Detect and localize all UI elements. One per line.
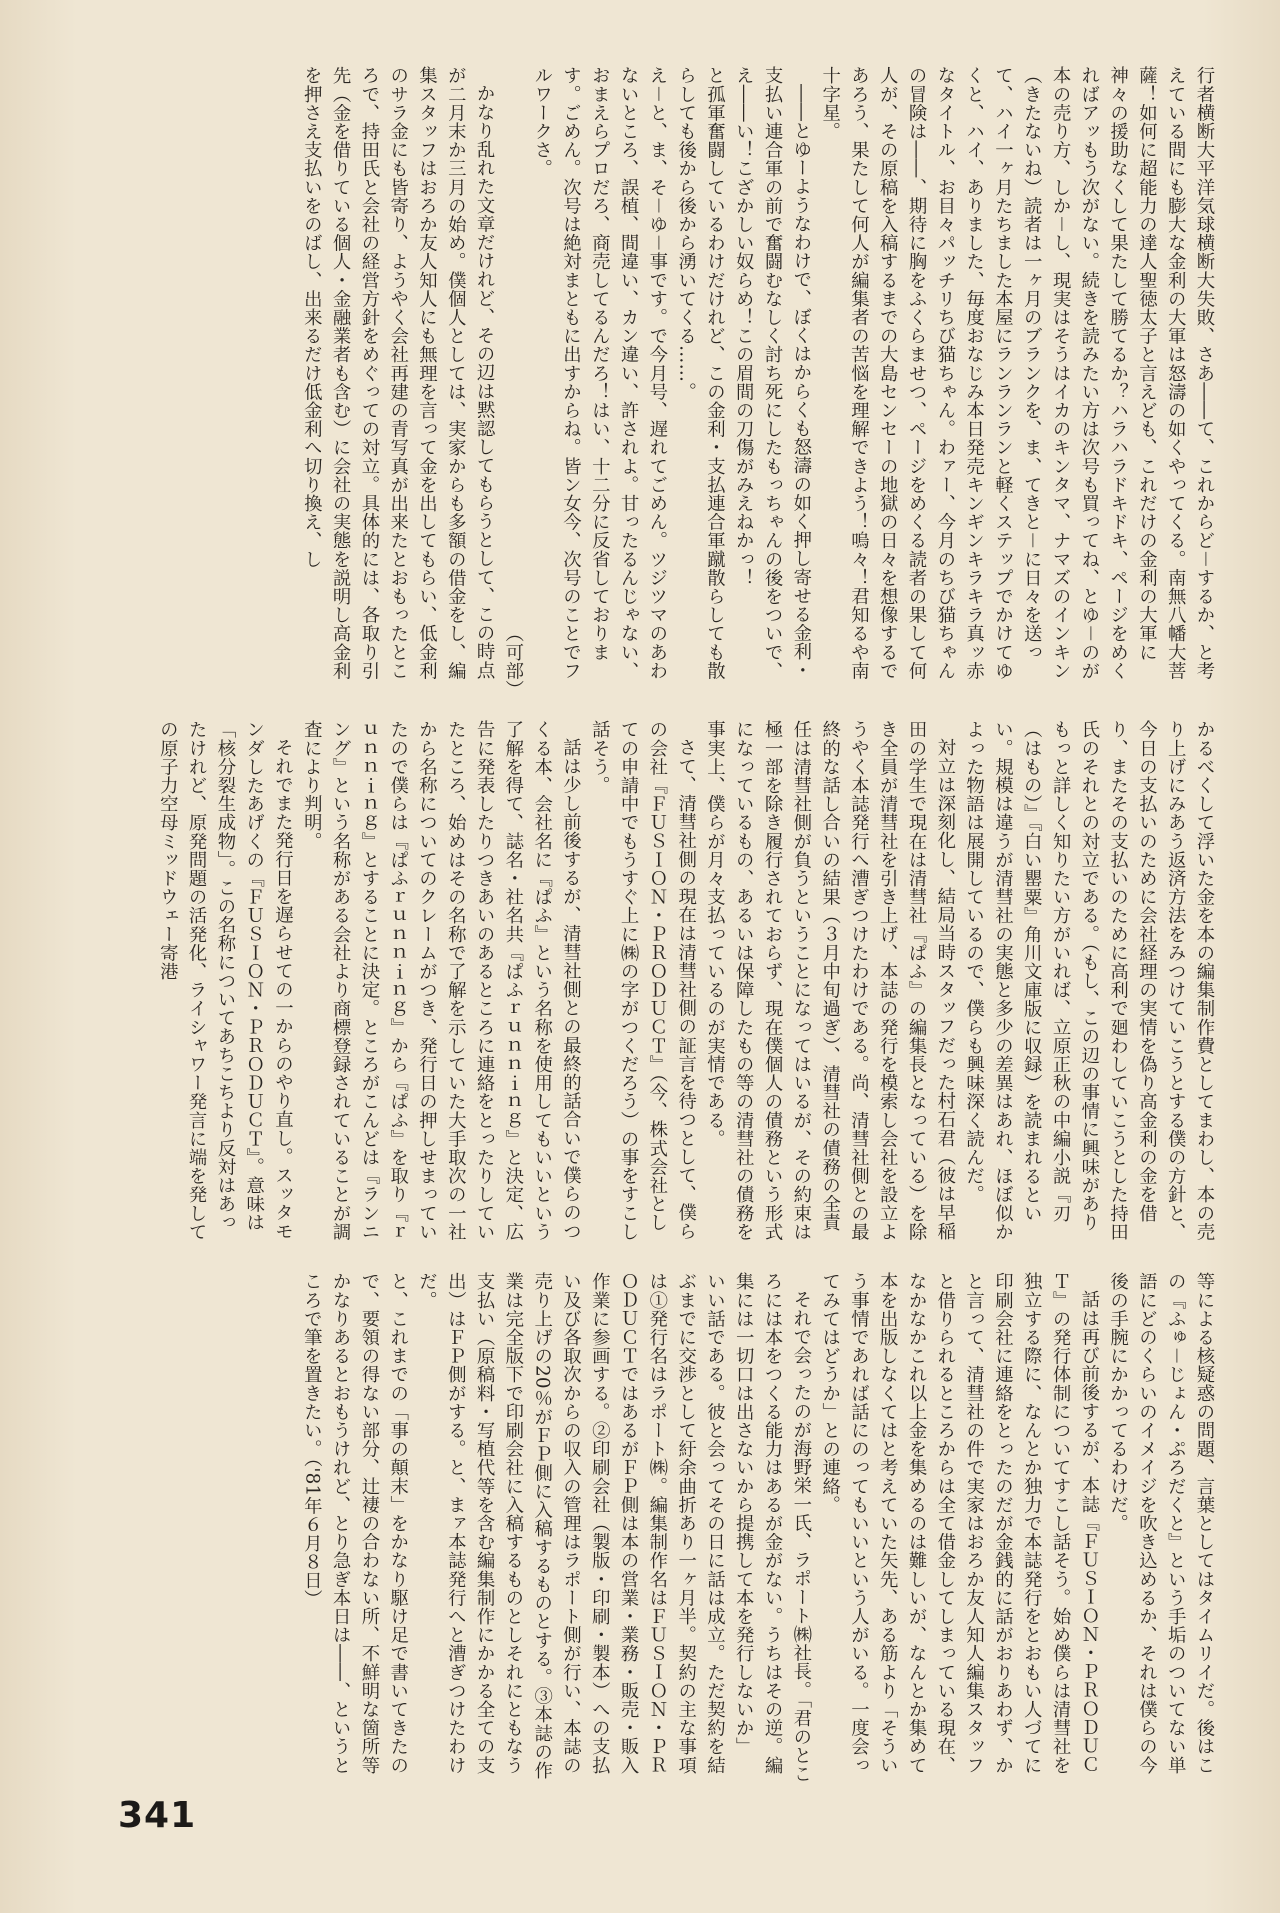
text-block-top	[58, 66, 1218, 698]
paragraph: 行者横断大平洋気球横断大失敗、さあ――て、これからど－するか、と考えている間にも膨大な金利の大軍は怒濤の如くやってくる。南無八幡大菩薩！如何に超能力の達人聖徳太子と言えども、これだけの金利の大軍に神々の援助なくして果たして勝てるか？ハラハラドキドキ、ページをめくればアッもう次がない。続きを読みたい方は次号も買ってね、とゆ－のが本の売り方、しか－し、現実はそうはイカのキンタマ、ナマズのインキン（きたないね）読者は一ヶ月のブランクを、ま、てきと－に日々を送って、ハイ一ヶ月たちました本屋にランランランと軽くステップでかけてゆくと、ハイ、ありました、毎度おなじみ本日発売キンギンキラキラ真ッ赤なタイトル、お目々パッチリちび猫ちゃん。わァー、今月のちび猫ちゃんの冒険は――、期待に胸をふくらませつ、ページをめくる読者の果して何人が、その原稿を入稿するまでの大島センセーの地獄の日々を想像するであろう、果たして何人が編集者の苦悩を理解できよう！嗚々！君知るや南十字星。	[819, 66, 1215, 680]
paragraph: ――とゆーようなわけで、ぼくはからくも怒濤の如く押し寄せる金利・支払い連合軍の前で奮闘むなしく討ち死にしたもっちゃんの後をついで、え――い！こざかしい奴らめ！この眉間の刀傷がみえねかっ！	[733, 66, 812, 680]
paragraph: え－と、ま、そ－ゆ－事です。で今月号、遅れてごめん。ツジツマのあわないところ、誤植、間違い、カン違い、許されよ。甘ったるんじゃない、おまえらプロだろ、商売してるんだろ！はい、十二分に反省しております。ごめん。次号は絶対まともに出すからね。皆ン女今、次号のことでフルワークさ。	[531, 66, 668, 680]
paragraph: と、これまでの「事の顛末」をかなり駆け足で書いてきたので、要領の得ない部分、辻褄の合わない所、不鮮明な箇所等かなりあるとおもうけれど、とり急ぎ本日は――、というところで筆を置きたい。（'81年６月８日）	[301, 1272, 409, 1775]
text-block-middle	[58, 720, 1218, 1250]
paragraph: 対立は深刻化し、結局当時スタッフだった村石君（彼は早稲田の学生で現在は清彗社『ぱふ』の編集長となっている）を除き全員が清彗社を引き上げ、本誌の発行を模索し会社を設立ようやく本誌発行へ漕ぎつけたわけである。尚、清彗社側との最終的な話し合いの結果（３月中旬過ぎ）、清彗社の債務の全責任は清彗社側が負うということになってはいるが、その約束は極一部を除き履行されておらず、現在僕個人の債務という形式になっているもの、あるいは保障したもの等の清彗社の債務を事実上、僕らが月々支払っているのが実情である。	[704, 720, 956, 1241]
page-number: 341	[118, 1795, 197, 1836]
paragraph: 等による核疑惑の問題、言葉としてはタイムリイだ。後はこの『ふゅ－じょん・ぷろだくと』という手垢のついてない単語にどのくらいのイメイジを吹き込めるか、それは僕らの今後の手腕にかかってるわけだ。	[1107, 1272, 1215, 1775]
paragraph: と孤軍奮闘しているわけだけれど、この金利・支払連合軍蹴散らしても散らしても後から後から湧いてくる……。	[675, 66, 726, 680]
paragraph: それでまた発行日を遅らせての一からのやり直し。スッタモンダしたあげくの『ＦＵＳＩＯＮ・ＰＲＯＤＵＣＴ』。意味は「核分裂生成物」。この名称についてあちこちより反対はあったけれど、原発問題の活発化、ライシャワー発言に端を発しての原子力空母ミッドウェー寄港	[157, 720, 294, 1241]
paragraph: 話は再び前後するが、本誌『ＦＵＳＩＯＮ・ＰＲＯＤＵＣＴ』の発行体制についてすこし話そう。始め僕らは清彗社を独立する際に、なんとか独力で本誌発行をとおもい人づてに印刷会社に連絡をとったのだが金銭的に話がおりあわず、かと言って、清彗社の件で実家はおろか友人知人編集スタッフと借りられるところからは全て借金してしまっている現在、なかなかこれ以上金を集めるのは難しいが、なんとか集めて本を出版しなくてはと考えていた矢先、ある筋より「そういう事情であれば話にのってもいいという人がいる。一度会ってみてはどうか」との連絡。	[819, 1272, 1100, 1775]
paragraph: それで会ったのが海野栄一氏、ラポート㈱社長。「君のところには本をつくる能力はあるが金がない。うちはその逆。編集には一切口は出さないから提携して本を発行しないか」	[733, 1272, 812, 1784]
paragraph: さて、清彗社側の現在は清彗社側の証言を待つとして、僕らの会社『ＦＵＳＩＯＮ・ＰＲＯＤＵＣＴ』（今、株式会社としての申請中でもうすぐ上に㈱の字がつくだろう）の事をすこし話そう。	[589, 720, 697, 1241]
paragraph: いい話である。彼と会ってその日に話は成立。ただ契約を結ぶまでに交渉として紆余曲折あり一ヶ月半。契約の主な事項は①発行名はラポート㈱。編集制作名はＦＵＳＩＯＮ・ＰＲＯＤＵＣＴではあるがＦＰ側は本の営業・業務・販売・販入作業に参画する。②印刷会社（製版・印刷・製本）への支払い及び各取次からの収入の管理はラポート側が行い、本誌の売り上げの20％がＦＰ側に入稿するものとする。③本誌の作業は完全版下で印刷会社に入稿するものとしそれにともなう支払い（原稿料・写植代等を含む編集制作にかかる全ての支出）はＦＰ側がする。と、まァ本誌発行へと漕ぎつけたわけだ。	[416, 1272, 726, 1780]
text-block-bottom	[58, 1272, 1218, 1792]
paragraph: かなり乱れた文章だけれど、その辺は黙認してもらうとして、この時点が二月末か三月の始め。僕個人としては、実家からも多額の借金をし、編集スタッフはおろか友人知人にも無理を言って金を出してもらい、低金利のサラ金にも皆寄り、ようやく会社再建の青写真が出来たとおもったところで、持田氏と会社の経営方針をめぐっての対立。具体的には、各取り引先（金を借りている個人・金融業者も含む）に会社の実態を説明し高金利を押さえ支払いをのばし、出来るだけ低金利へ切り換え、し	[301, 66, 496, 680]
author-signature: （可部）	[502, 623, 524, 698]
paragraph: かるべくして浮いた金を本の編集制作費としてまわし、本の売り上げにみあう返済方法をみつけていこうとする僕の方針と、今日の支払いのために会社経理の実情を偽り高金利の金を借り、またその支払いのために高利で廻わしていこうとした持田氏のそれとの対立である。（もし、この辺の事情に興味がありもっと詳しく知りたい方がいれば、立原正秋の中編小説『刃（はもの）』『白い罌粟』角川文庫版に収録）を読まれるといい。規模は違うが清彗社の実態と多少の差異はあれ、ほぼ似かよった物語は展開しているので、僕らも興味深く読んだ。	[963, 720, 1215, 1241]
paragraph: 話は少し前後するが、清彗社側との最終的話合いで僕らのつくる本、会社名に『ぱふ』という名称を使用してもいいという了解を得て、誌名・社名共『ぱふｒｕｎｎｉｎｇ』と決定、広告に発表したりつきあいのあるところに連絡をとったりしていたところ、始めはその名称で了解を示していた大手取次の一社から名称についてのクレームがつき、発行日の押しせまっていたので僕らは『ぱふｒｕｎｎｉｎｇ』から『ぱふ』を取り『ｒｕｎｎｉｎｇ』とすることに決定。ところがこんどは『ランニング』という名称がある会社より商標登録されていることが調査により判明。	[301, 720, 582, 1241]
